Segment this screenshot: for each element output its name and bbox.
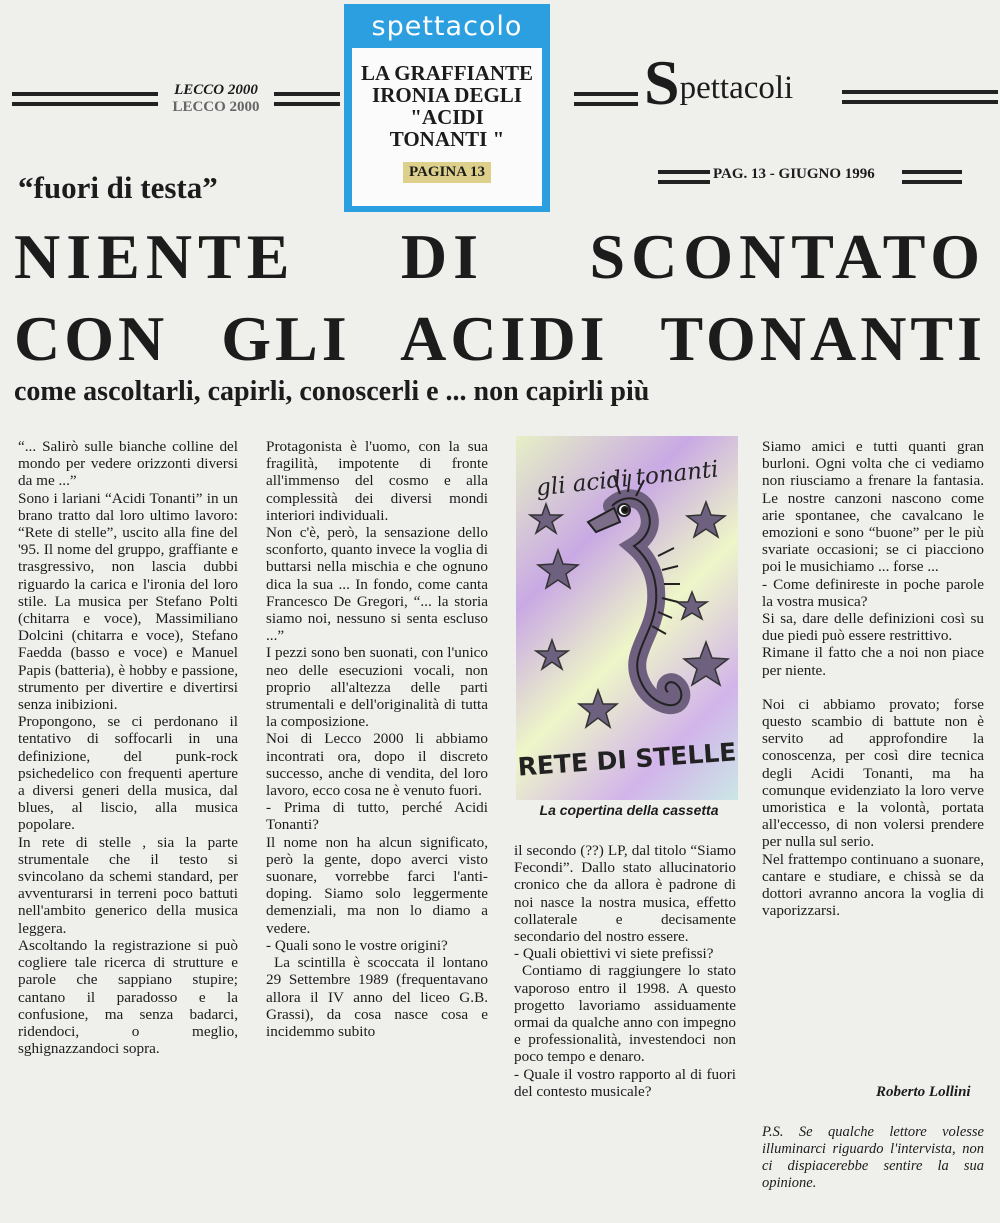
postscript: P.S. Se qualche lettore volesse illuminarci riguardo l'intervista, non ci dispiacerebbe sentire la sua opinione. xyxy=(762,1124,984,1191)
sticker-headline-line: "ACIDI xyxy=(410,105,484,129)
paragraph: Sono i lariani “Acidi Tonanti” in un brano tratto dal loro ultimo lavoro: “Rete di stelle”, uscito alla fine del '95. Il nome del gruppo, graffiante e trasgressivo, non lascia dubbi riguardo la carica e l'ironia del loro stile. La musica per Stefano Polti (chitarra e voce), Massimiliano Dolcini (chitarra e voce), Stefano Faedda (basso e voce) e Manuel Papis (batteria), è hobby e passione, strumento per divertire e divertirsi senza inibizioni. xyxy=(18,489,238,714)
paragraph: La scintilla è scoccata il lontano 29 Settembre 1989 (frequentavano allora il IV anno del liceo G.B. Grassi), da cosa nasce cosa e incidemmo subito xyxy=(266,954,488,1040)
headline-line-1 xyxy=(14,218,986,296)
question: - Quali sono le vostre origini? xyxy=(266,936,448,954)
publication-name-text: LECCO 2000 xyxy=(174,82,258,98)
dateline-rule-left-1 xyxy=(658,170,710,174)
dateline-rule-left-2 xyxy=(658,180,710,184)
sticker-headline-line: TONANTI " xyxy=(389,127,505,151)
paragraph: Il nome non ha alcun significato, però la gente, dopo averci visto suonare, vorrebbe farci l'anti-doping. Siamo solo leggermente demenziali, ma non lo diamo a vedere. xyxy=(266,833,488,937)
paragraph: In rete di stelle , sia la parte strumentale che il testo si svincolano da schemi standard, per avventurarsi in terreni poco battuti nell'ambito generico della musica leggera. xyxy=(18,833,238,937)
dateline: PAG. 13 - GIUGNO 1996 xyxy=(713,166,875,182)
paragraph: “... Salirò sulle bianche colline del mondo per vedere orizzonti diversi da me ...” xyxy=(18,438,238,490)
star-icon xyxy=(677,592,707,619)
star-icon xyxy=(530,504,562,533)
paragraph: Propongono, se ci perdonano il tentativo di soffocarli in una definizione, del punk-rock psichedelico con frequenti aperture a diversi generi della musica, dal blues, al liscio, alla musica popolare. xyxy=(18,713,238,834)
section-title-initial: S xyxy=(644,47,680,118)
masthead-rule-mid-2 xyxy=(274,102,340,106)
question: - Prima di tutto, perché Acidi Tonanti? xyxy=(266,799,488,834)
star-icons xyxy=(530,502,728,727)
section-rule-2 xyxy=(842,100,998,104)
masthead-rule-mid-1 xyxy=(274,92,340,96)
cover-top-text: gli acidi tonanti xyxy=(534,456,720,502)
publication-name xyxy=(160,82,272,116)
sticker-label: spettacolo xyxy=(371,11,523,42)
cassette-cover-image xyxy=(516,436,738,800)
paragraph: Rimane il fatto che a noi non piace per niente. xyxy=(762,644,984,679)
article-column-4 xyxy=(762,438,984,919)
sticker-headline-line: LA GRAFFIANTE xyxy=(360,61,534,85)
paragraph: Si sa, dare delle definizioni così su due piedi può essere restrittivo. xyxy=(762,610,984,645)
paragraph: Noi ci abbiamo provato; forse questo scambio di battute non è servito ad approfondire la conoscenza, per così dire tecnica degli Acidi Tonanti, ma ha comunque evidenziato la loro verve umoristica e la volontà, portata all'eccesso, di non volersi prendere per nulla sul serio. xyxy=(762,695,984,851)
paragraph: il secondo (??) LP, dal titolo “Siamo Fecondi”. Dallo stato allucinatorio cronico che da allora è padrone di noi nasce la nostra musica, effetto collaterale e decisamente secondario del nostro essere. xyxy=(514,842,736,946)
spettacolo-sticker xyxy=(344,4,550,212)
section-rule-1 xyxy=(842,90,998,94)
masthead-rule-left-1 xyxy=(12,92,158,96)
star-icon xyxy=(687,502,725,537)
paragraph: Siamo amici e tutti quanti gran burloni. Ogni volta che ci vediamo non riusciamo a frenare la fantasia. Le nostre canzoni nascono come arie spontanee, che cavalcano le emozioni e sono “buone” per le più svariate occasioni; se ci piacciono poi le musichiamo ... forse ... xyxy=(762,438,984,576)
star-icon xyxy=(684,642,728,685)
star-icon xyxy=(538,550,578,588)
question: - Quale il vostro rapporto al di fuori del contesto musicale? xyxy=(514,1065,736,1100)
paragraph: I pezzi sono ben suonati, con l'unico neo delle esecuzioni vocali, non proprio all'altezza delle parti strumentali e dell'originalità di tutta la composizione. xyxy=(266,644,488,731)
article-column-1 xyxy=(18,438,238,1057)
subheadline: come ascoltarli, capirli, conoscerli e ... non capirli più xyxy=(14,376,650,407)
cover-bottom-text: RETE DI STELLE xyxy=(516,737,738,782)
article-column-2 xyxy=(266,438,488,1040)
question: - Come definireste in poche parole la vostra musica? xyxy=(762,575,984,610)
sticker-page: PAGINA 13 xyxy=(403,162,491,183)
star-icon xyxy=(536,640,568,669)
headline-line-2 xyxy=(14,300,986,378)
paragraph: Contiamo di raggiungere lo stato vaporoso entro il 1998. A questo progetto lavoriamo assiduamente ormai da qualche anno con impegno e professionalità, investendoci non poco tempo e denaro. xyxy=(514,962,736,1066)
section-title xyxy=(644,47,794,118)
article-column-3 xyxy=(514,842,736,1100)
paragraph: Noi di Lecco 2000 li abbiamo incontrati ora, dopo il discreto successo, anche di vendita, del loro lavoro, ecco cosa ne è venuto fuori. xyxy=(266,730,488,800)
masthead-rule-left-2 xyxy=(12,102,158,106)
publication-name-bleed: LECCO 2000 xyxy=(172,99,260,115)
sticker-headline xyxy=(352,62,542,150)
seahorse-icon xyxy=(588,474,681,705)
paragraph: Non c'è, però, la sensazione dello sconforto, quanto invece la voglia di buttarsi nella mischia e che ognuno dica la sua ... In fondo, come canta Francesco De Gregori, “... la storia siamo noi, nessuno si senta escluso ...” xyxy=(266,524,488,645)
dateline-rule-right-1 xyxy=(902,170,962,174)
paragraph: Nel frattempo continuano a suonare, cantare e studiare, e chissà se da dottori avranno ancora la voglia di vaporizzarsi. xyxy=(762,850,984,920)
sticker-headline-line: IRONIA DEGLI xyxy=(372,83,522,107)
author-byline: Roberto Lollini xyxy=(876,1084,971,1100)
masthead-rule-right-1 xyxy=(574,92,638,96)
seahorse-illustration xyxy=(516,436,738,800)
question: - Quali obiettivi vi siete prefissi? xyxy=(514,945,714,963)
sticker-body xyxy=(352,48,542,206)
paragraph: Ascoltando la registrazione si può cogliere tale ricerca di strutture e parole che sappiano stupire; cantano il paradosso e la confusione, ma senza badarci, ridendoci, o meglio, sghignazzandoci sopra. xyxy=(18,936,238,1058)
dateline-rule-right-2 xyxy=(902,180,962,184)
headline-line-2-text: CON GLI ACIDI TONANTI xyxy=(14,303,986,374)
star-icon xyxy=(579,690,617,727)
paragraph: Protagonista è l'uomo, con la sua fragilità, impotente di fronte all'immenso del cosmo e alla complessità dei diversi mondi interiori individuali. xyxy=(266,438,488,524)
section-title-rest: pettacoli xyxy=(679,70,794,106)
headline-line-1-text: NIENTE DI SCONTATO xyxy=(14,221,986,292)
masthead-rule-right-2 xyxy=(574,102,638,106)
kicker: “fuori di testa” xyxy=(18,170,218,205)
cover-caption: La copertina della cassetta xyxy=(539,802,719,818)
